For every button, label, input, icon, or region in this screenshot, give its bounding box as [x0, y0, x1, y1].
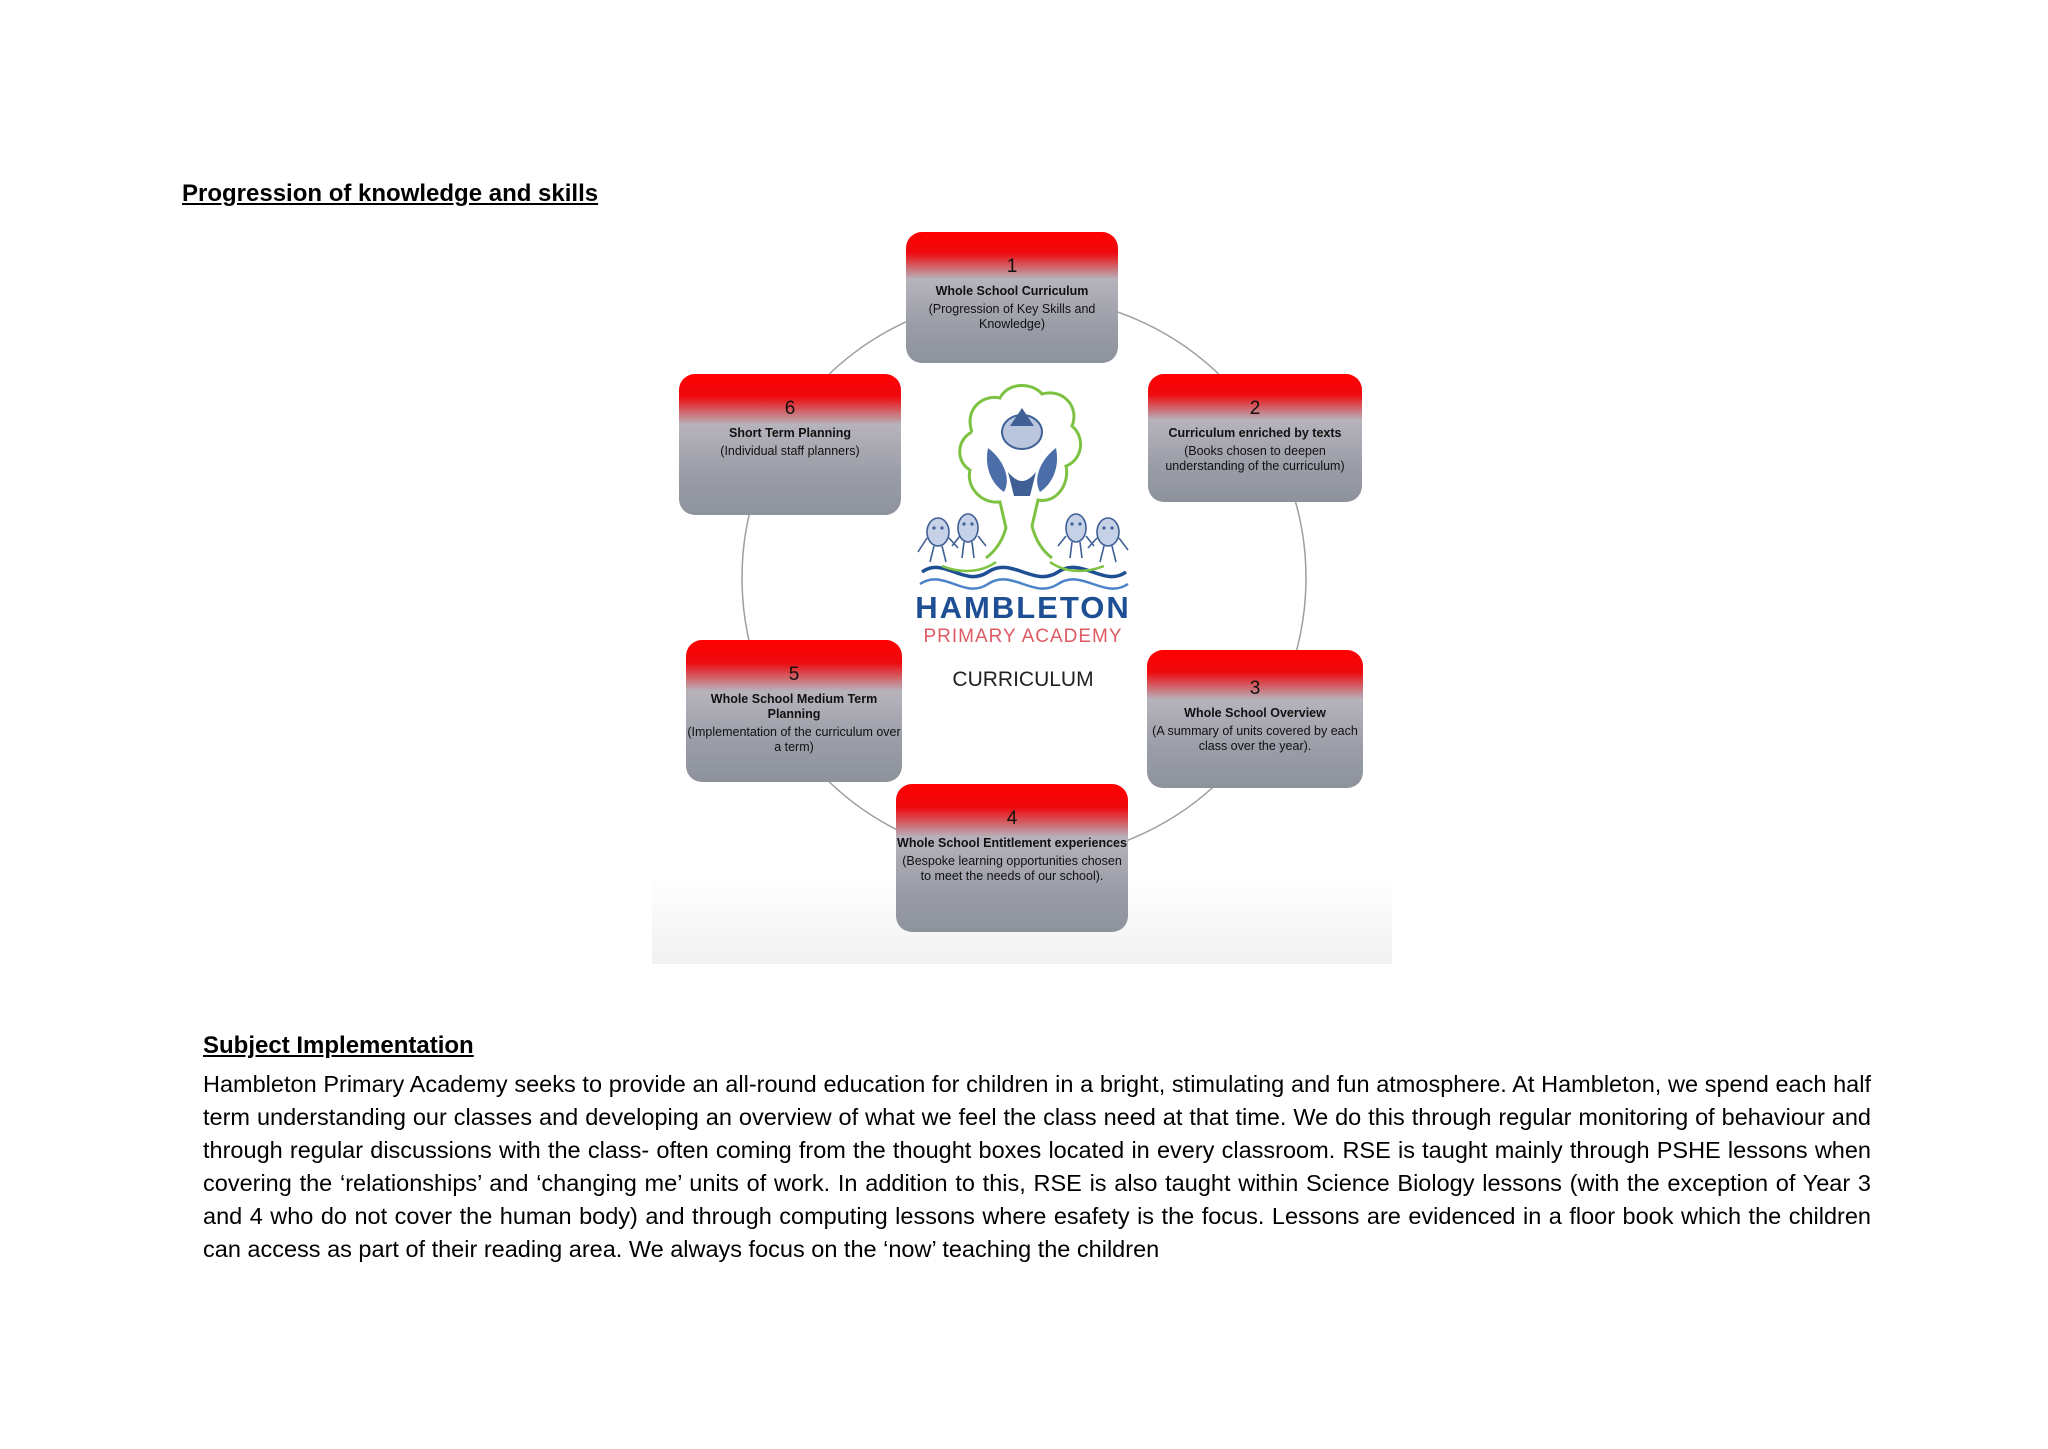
- school-logo-name: HAMBLETON: [915, 590, 1131, 625]
- step-number: 6: [784, 398, 796, 419]
- step-card-1: [906, 232, 1118, 363]
- step-number: 1: [1006, 256, 1018, 277]
- step-title: Whole School Medium Term Planning: [710, 692, 878, 722]
- step-description: (Bespoke learning opportunities chosen to meet the needs of our school).: [902, 854, 1122, 883]
- step-title: Whole School Curriculum: [935, 284, 1089, 299]
- step-title: Short Term Planning: [729, 426, 851, 441]
- diagram-center-label: CURRICULUM: [952, 668, 1094, 691]
- section-heading-implementation: Subject Implementation: [203, 1032, 474, 1059]
- school-logo-icon: [918, 385, 1128, 588]
- curriculum-cycle-diagram: [652, 222, 1392, 964]
- step-number: 5: [788, 664, 800, 685]
- step-card-3: [1147, 650, 1363, 788]
- step-card-2: [1148, 374, 1362, 502]
- implementation-paragraph: Hambleton Primary Academy seeks to provide an all-round education for children in a bright, stimulating and fun atmosphere. At Hambleton, we spend each half term understanding our classes and developing an overview of what we feel the class need at that time. We do this through regular monitoring of behaviour and through regular discussions with the class- often coming from the thought boxes located in every classroom. RSE is taught mainly through PSHE lessons when covering the ‘relationships’ and ‘changing me’ units of work. In addition to this, RSE is also taught within Science Biology lessons (with the exception of Year 3 and 4 who do not cover the human body) and through computing lessons where esafety is the focus. Lessons are evidenced in a floor book which the children can access as part of their reading area. We always focus on the ‘now’ teaching the children: [203, 1071, 1871, 1262]
- step-description: (Implementation of the curriculum over a term): [687, 724, 901, 754]
- step-title: Whole School Entitlement experiences: [897, 836, 1127, 851]
- section-heading-progression: Progression of knowledge and skills: [182, 180, 599, 207]
- step-number: 2: [1249, 398, 1261, 419]
- step-title: Whole School Overview: [1184, 706, 1326, 721]
- step-card-6: [679, 374, 901, 515]
- step-card-5: [686, 640, 902, 782]
- step-card-4: [896, 784, 1128, 932]
- step-number: 4: [1006, 808, 1018, 829]
- step-description: (Progression of Key Skills and Knowledge): [928, 302, 1096, 331]
- school-logo-subtitle: PRIMARY ACADEMY: [923, 626, 1123, 647]
- step-title: Curriculum enriched by texts: [1168, 426, 1342, 441]
- step-description: (A summary of units covered by each class over the year).: [1152, 724, 1358, 753]
- step-description: (Books chosen to deepen understanding of the curriculum): [1165, 444, 1345, 473]
- step-description: (Individual staff planners): [720, 444, 860, 459]
- step-number: 3: [1249, 678, 1261, 699]
